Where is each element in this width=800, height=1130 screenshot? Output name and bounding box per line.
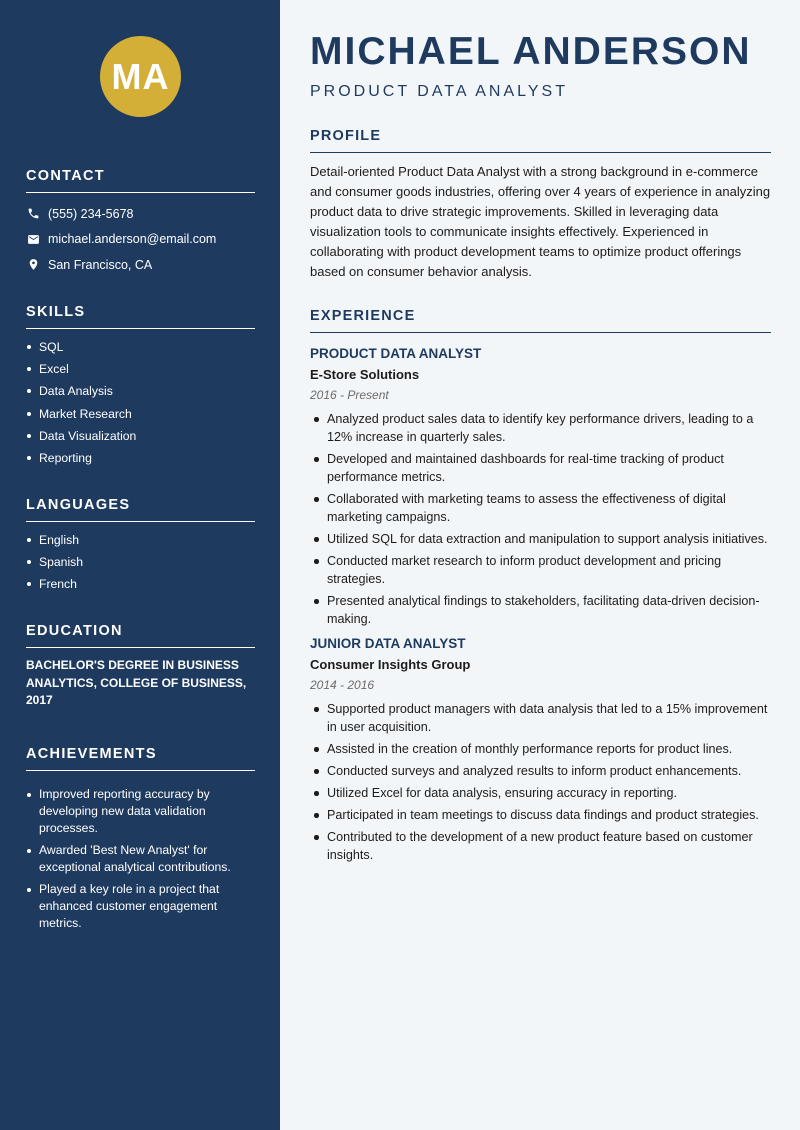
achievements-section	[26, 746, 255, 937]
contact-location	[26, 252, 255, 278]
job-bullet: Collaborated with marketing teams to assess the effectiveness of digital marketing campaigns.	[310, 490, 771, 526]
job-title: PRODUCT DATA ANALYST	[310, 346, 482, 361]
languages-list	[26, 529, 255, 596]
achievement-item: Improved reporting accuracy by developing new data validation processes.	[26, 786, 255, 837]
location-pin-icon	[26, 258, 40, 272]
job-bullet: Contributed to the development of a new product feature based on customer insights.	[310, 828, 771, 864]
phone-text: (555) 234-5678	[48, 206, 134, 221]
skill-item: Market Research	[26, 403, 255, 425]
job-bullet: Conducted surveys and analyzed results to inform product enhancements.	[310, 762, 771, 780]
job-period: 2014 - 2016	[310, 678, 375, 692]
phone-icon	[26, 207, 40, 221]
contact-heading: CONTACT	[26, 168, 255, 193]
skill-item: Data Analysis	[26, 380, 255, 402]
job-company: E-Store Solutions	[310, 367, 420, 382]
profile-text: Detail-oriented Product Data Analyst with a strong background in e-commerce and consumer goods industries, offering over 4 years of experience in analyzing product data to drive strategic improvements. Skilled in leveraging data visualization tools to communicate insights effectively. Experienced in collaborating with product development teams to optimize product offerings based on consumer behavior analysis.	[310, 164, 771, 279]
education-section	[26, 623, 255, 710]
skills-section	[26, 304, 255, 469]
job-period: 2016 - Present	[310, 388, 389, 402]
skill-item: Data Visualization	[26, 425, 255, 447]
skill-item: Reporting	[26, 447, 255, 469]
email-icon	[26, 232, 40, 246]
job-title: JUNIOR DATA ANALYST	[310, 636, 466, 651]
job-bullet: Supported product managers with data analysis that led to a 15% improvement in user acquisition.	[310, 700, 771, 736]
contact-section	[26, 168, 255, 278]
achievement-item: Played a key role in a project that enhanced customer engagement metrics.	[26, 881, 255, 932]
contact-email	[26, 227, 255, 253]
profile-section	[310, 128, 771, 282]
job-company: Consumer Insights Group	[310, 657, 471, 672]
job-bullet: Participated in team meetings to discuss data findings and product strategies.	[310, 806, 771, 824]
education-heading: EDUCATION	[26, 623, 255, 648]
achievements-heading: ACHIEVEMENTS	[26, 746, 255, 771]
candidate-title: PRODUCT DATA ANALYST	[310, 83, 568, 100]
skill-item: SQL	[26, 336, 255, 358]
job-bullet: Developed and maintained dashboards for real-time tracking of product performance metrics.	[310, 450, 771, 486]
job-bullet: Assisted in the creation of monthly performance reports for product lines.	[310, 740, 771, 758]
language-item: Spanish	[26, 551, 255, 573]
email-text: michael.anderson@email.com	[48, 232, 217, 247]
language-item: French	[26, 573, 255, 595]
profile-heading: PROFILE	[310, 128, 771, 153]
job-bullet: Utilized SQL for data extraction and manipulation to support analysis initiatives.	[310, 530, 771, 548]
skills-list	[26, 336, 255, 469]
achievements-list	[26, 786, 255, 932]
candidate-name: MICHAEL ANDERSON	[310, 30, 752, 73]
language-item: English	[26, 529, 255, 551]
sidebar	[0, 0, 280, 1130]
job-bullets	[310, 700, 771, 864]
education-degree: BACHELOR'S DEGREE IN BUSINESS ANALYTICS, COLLEGE OF BUSINESS, 2017	[26, 658, 247, 707]
skill-item: Excel	[26, 358, 255, 380]
contact-phone	[26, 201, 255, 227]
avatar: MA	[100, 36, 181, 117]
experience-heading: EXPERIENCE	[310, 308, 771, 333]
location-text: San Francisco, CA	[48, 257, 153, 272]
languages-heading: LANGUAGES	[26, 497, 255, 522]
experience-section	[310, 308, 771, 868]
job-bullet: Utilized Excel for data analysis, ensuring accuracy in reporting.	[310, 784, 771, 802]
job-entry	[310, 346, 771, 628]
job-bullet: Analyzed product sales data to identify key performance drivers, leading to a 12% increase in quarterly sales.	[310, 410, 771, 446]
job-bullets	[310, 410, 771, 628]
languages-section	[26, 497, 255, 596]
job-bullet: Presented analytical findings to stakeholders, facilitating data-driven decision-making.	[310, 592, 771, 628]
skills-heading: SKILLS	[26, 304, 255, 329]
achievement-item: Awarded 'Best New Analyst' for exceptional analytical contributions.	[26, 842, 255, 876]
job-bullet: Conducted market research to inform product development and pricing strategies.	[310, 552, 771, 588]
job-entry	[310, 636, 771, 864]
